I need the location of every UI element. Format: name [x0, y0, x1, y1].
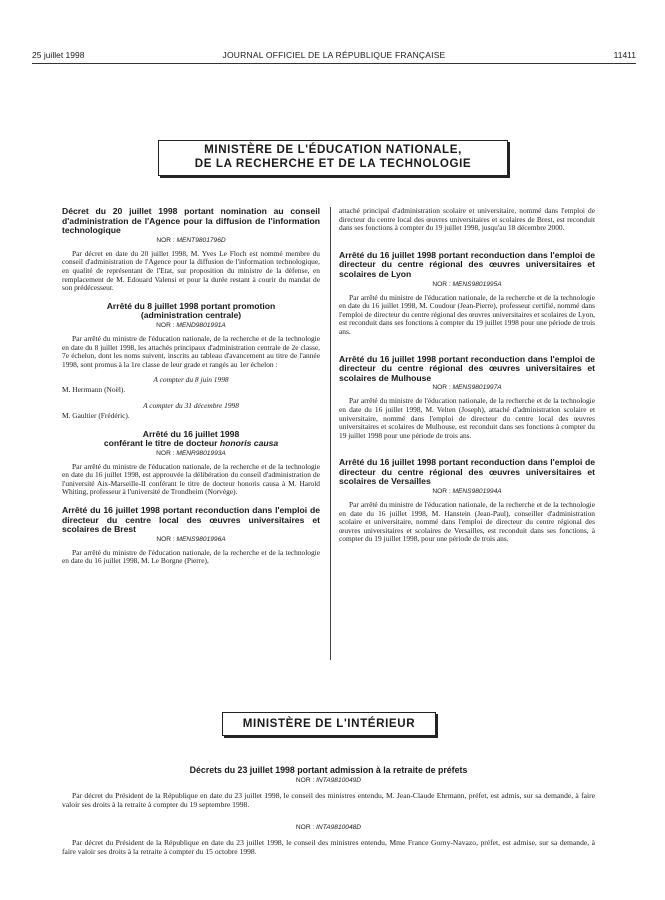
- effective-date: A compter du 31 décembre 1998: [143, 400, 239, 410]
- interior-decrees-section: [62, 766, 595, 856]
- header-rule: [32, 63, 636, 64]
- section-subtitle: (administration centrale): [140, 310, 242, 321]
- person-name: M. Herrmann (Noël).: [62, 385, 126, 395]
- nor-reference: NOR : MEND9801991A: [156, 321, 226, 329]
- decree-body: Par décret du Président de la République en date du 23 juillet 1998, le conseil des ministres entendu, M. Jean-Claude Ehrmann, préfet, est admis, sur sa demande, à faire valoir ses droits à la retraite à compter du 19 septembre 1998.: [62, 790, 595, 809]
- ministry-education-line2: DE LA RECHERCHE ET DE LA TECHNOLOGIE: [194, 156, 472, 170]
- decree-agence-section: [62, 207, 320, 293]
- arrete-promotion-section: [62, 302, 320, 421]
- nor-reference: NOR : INTA9810048D: [295, 824, 362, 831]
- section-title: Arrêté du 16 juillet 1998: [142, 428, 240, 439]
- ministry-interior-heading: [222, 712, 436, 736]
- nor-reference: NOR : MENR9801993A: [156, 449, 226, 457]
- section-body: Par arrêté du ministre de l'éducation nationale, de la recherche et de la technologie en date du 16 juillet 1998, est approuvée la délibération du conseil d'administration de l'université Aix-Marseille-II conférant le titre de docteur honoris causa à M. Harold Whiting, professeur à l'université de Trondheim (Norvège).: [62, 461, 320, 497]
- nor-reference: NOR : MENS9801994A: [432, 488, 502, 496]
- section-subtitle: conférant le titre de docteur honoris causa: [103, 438, 279, 449]
- ministry-education-line1: MINISTÈRE DE L'ÉDUCATION NATIONALE,: [204, 143, 462, 156]
- nor-reference: NOR : MENS9801995A: [432, 280, 502, 288]
- section-body: Par arrêté du ministre de l'éducation nationale, de la recherche et de la technologie en date du 16 juillet 1998, M. Hanstein (Jean-Paul), conseiller d'administration scolaire et universitaire, nommé dans l'emploi de directeur du centre régional des œuvres universitaires et scolaires de Versailles, est reconduit dans ses fonctions, à compter du 19 juillet 1998, pour une période de trois ans.: [339, 500, 595, 544]
- right-column: [339, 207, 595, 553]
- ministry-education-heading: [158, 140, 508, 176]
- header-page-number: 11411: [613, 50, 636, 60]
- section-title: Décret du 20 juillet 1998 portant nomination au conseil d'administration de l'Agence pour la diffusion de l'information technologique: [62, 206, 320, 236]
- section-title: Arrêté du 16 juillet 1998 portant reconduction dans l'emploi de directeur du centre régional des œuvres universitaires et scolaires de Mulhouse: [339, 353, 595, 383]
- arrete-brest-continuation: [339, 207, 595, 233]
- section-title: Décrets du 23 juillet 1998 portant admission à la retraite de préfets: [189, 765, 468, 775]
- arrete-brest-section: [62, 506, 320, 566]
- decree-body: Par décret du Président de la République en date du 23 juillet 1998, le conseil des ministres entendu, Mme France Gorny-Navazo, préfet, est admise, sur sa demande, à faire valoir ses droits à la retraite à compter du 15 octobre 1998.: [62, 838, 595, 857]
- section-body: Par arrêté du ministre de l'éducation nationale, de la recherche et de la technologie en date du 16 juillet 1998, M. Velten (Joseph), attaché d'administration scolaire et universitaire, nommé dans l'emploi de directeur du centre local des œuvres universitaires et scolaires de Mulhouse, est reconduit dans ses fonctions à compter du 19 juillet 1998 pour une période de trois ans.: [339, 396, 595, 440]
- section-title: Arrêté du 16 juillet 1998 portant reconduction dans l'emploi de directeur du centre régional des œuvres universitaires et scolaires de Versailles: [339, 457, 595, 487]
- section-body: Par arrêté du ministre de l'éducation nationale, de la recherche et de la technologie en date du 16 juillet 1998, M. Le Borgne (Pierre),: [62, 547, 320, 566]
- nor-reference: NOR : INTA9810049D: [295, 776, 362, 784]
- page-header: [32, 50, 636, 64]
- arrete-versailles-section: [339, 458, 595, 544]
- nor-reference: NOR : MENS9801996A: [156, 535, 226, 543]
- section-title: Arrêté du 16 juillet 1998 portant reconduction dans l'emploi de directeur du centre local des œuvres universitaires et scolaires de Brest: [62, 505, 320, 535]
- arrete-honoris-causa-section: [62, 430, 320, 498]
- column-divider: [330, 207, 331, 660]
- arrete-lyon-section: [339, 251, 595, 337]
- nor-reference: NOR : MENS9801997A: [432, 384, 502, 392]
- section-body: Par arrêté du ministre de l'éducation nationale, de la recherche et de la technologie en date du 8 juillet 1998, les attachés principaux d'administration centrale de 2e classe, 7e échelon, dont les noms suivent, inscrits au tableau d'avancement au titre de l'année 1998, sont promus à la 1re classe de leur grade et rangés au 1er échelon :: [62, 333, 320, 369]
- left-column: [62, 207, 320, 575]
- section-title: Arrêté du 16 juillet 1998 portant reconduction dans l'emploi de directeur du centre régional des œuvres universitaires et scolaires de Lyon: [339, 249, 595, 279]
- section-body: Par arrêté du ministre de l'éducation nationale, de la recherche et de la technologie en date du 16 juillet 1998, M. Coudour (Jean-Pierre), professeur certifié, nommé dans l'emploi de directeur du centre régional des œuvres universitaires et scolaires de Lyon, est reconduit dans ses fonctions à compter du 19 juillet 1998 pour une période de trois ans.: [339, 292, 595, 336]
- ministry-interior-title: MINISTÈRE DE L'INTÉRIEUR: [242, 717, 416, 730]
- person-name: M. Gaultier (Frédéric).: [62, 410, 130, 420]
- section-title: Arrêté du 8 juillet 1998 portant promotion: [106, 300, 276, 311]
- effective-date: A compter du 8 juin 1998: [153, 375, 229, 385]
- arrete-mulhouse-section: [339, 355, 595, 441]
- header-date: 25 juillet 1998: [32, 50, 85, 60]
- section-body: Par décret en date du 20 juillet 1998, M. Yves Le Floch est nommé membre du conseil d'administration de l'Agence pour la diffusion de l'information technologique, en qualité de représentant de l'Etat, sur proposition du ministre de la défense, en remplacement de M. Edouard Valensi et pour la durée restant à courir du mandat de son prédécesseur.: [62, 248, 320, 293]
- nor-reference: NOR : MENT9801796D: [156, 236, 226, 244]
- header-journal-title: JOURNAL OFFICIEL DE LA RÉPUBLIQUE FRANÇAISE: [222, 50, 446, 60]
- section-body-continued: attaché principal d'administration scolaire et universitaire, nommé dans l'emploi de directeur du centre local des œuvres universitaires et scolaires de Brest, est reconduit dans ses fonctions à compter du 19 juillet 1998, jusqu'au 18 décembre 2000.: [339, 206, 595, 233]
